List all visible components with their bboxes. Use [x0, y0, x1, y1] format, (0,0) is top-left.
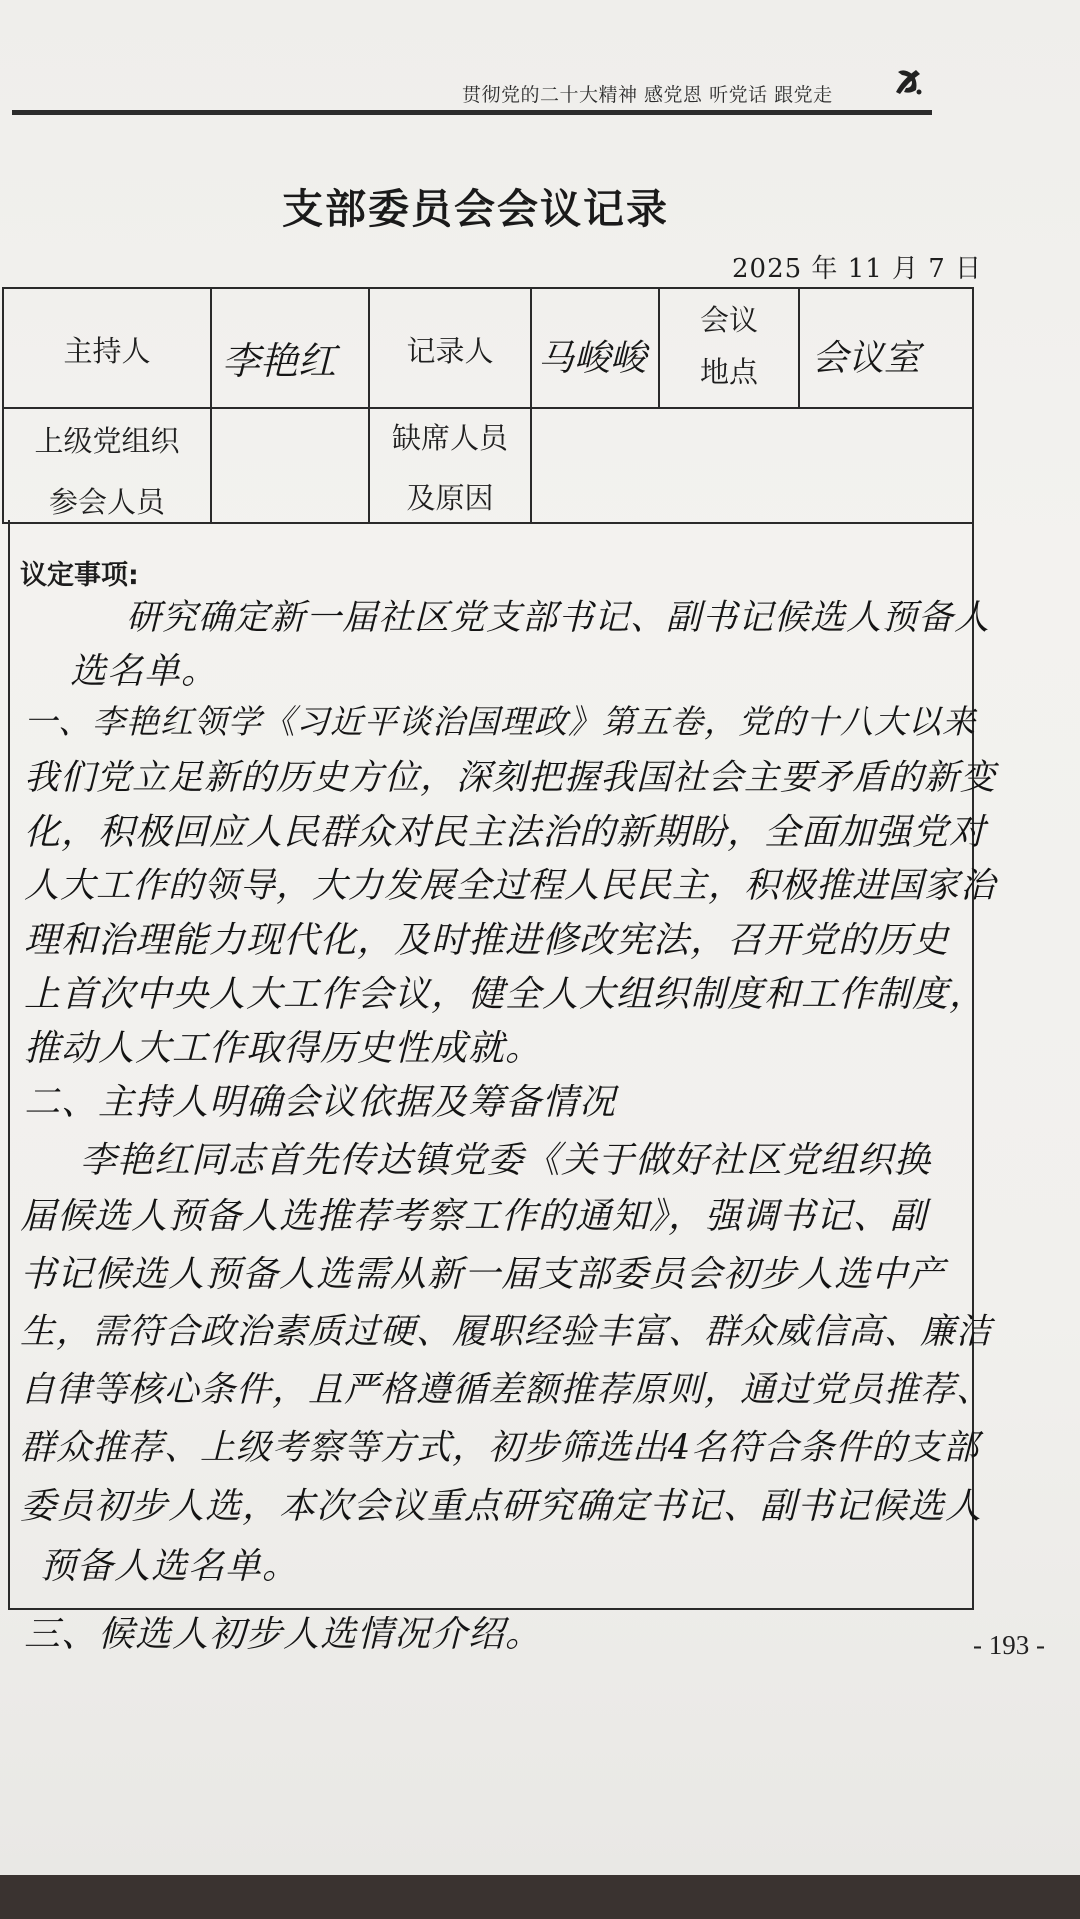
agenda-line: 二、主持人明确会议依据及筹备情况 [24, 1082, 617, 1123]
agenda-line: 上首次中央人大工作会议，健全人大组织制度和工作制度， [24, 974, 987, 1015]
host-value: 李艳红 [222, 339, 337, 383]
absent-label-1: 缺席人员 [391, 421, 508, 455]
absent-label-2: 及原因 [406, 481, 494, 515]
party-emblem-icon [890, 62, 926, 98]
page-title: 支部委员会会议记录 [282, 185, 669, 233]
page-number: - 193 - [973, 1630, 1045, 1660]
location-label-2: 地点 [699, 355, 758, 389]
agenda-line: 书记候选人预备人选需从新一届支部委员会初步人选中产 [20, 1254, 946, 1295]
agenda-line: 群众推荐、上级考察等方式，初步筛选出4名符合条件的支部 [20, 1428, 980, 1468]
agenda-line: 李艳红同志首先传达镇党委《关于做好社区党组织换 [80, 1140, 932, 1181]
agenda-line: 届候选人预备人选推荐考察工作的通知》，强调书记、副 [20, 1196, 928, 1237]
agenda-line: 人大工作的领导，大力发展全过程人民民主，积极推进国家治 [24, 866, 997, 906]
meeting-date: 2025 年 11 月 7 日 [732, 254, 983, 284]
agenda-line: 化，积极回应人民群众对民主法治的新期盼，全面加强党对 [24, 812, 987, 853]
agenda-line: 推动人大工作取得历史性成就。 [24, 1028, 543, 1069]
agenda-line: 选名单。 [70, 651, 219, 692]
agenda-line: 理和治理能力现代化，及时推进修改宪法，召开党的历史 [24, 920, 950, 961]
agenda-line: 研究确定新一届社区党支部书记、副书记候选人预备人 [126, 598, 991, 638]
header-rule [12, 110, 932, 115]
superior-label-1: 上级党组织 [34, 424, 180, 458]
superior-label-2: 参会人员 [48, 485, 165, 519]
recorder-label: 记录人 [406, 334, 494, 368]
agenda-line: 一、李艳红领学《习近平谈治国理政》第五卷，党的十八大以来 [24, 702, 976, 741]
agenda-line: 委员初步人选，本次会议重点研究确定书记、副书记候选人 [20, 1486, 983, 1527]
recorder-value: 马峻峻 [538, 338, 647, 379]
header-slogan: 贯彻党的二十大精神 感党恩 听党话 跟党走 [462, 84, 833, 106]
host-label: 主持人 [63, 334, 151, 368]
superior-value-cell [210, 407, 370, 524]
location-label-1: 会议 [699, 303, 758, 337]
agenda-line: 自律等核心条件，且严格遵循差额推荐原则，通过党员推荐、 [20, 1370, 993, 1410]
agenda-line: 三、候选人初步人选情况介绍。 [24, 1614, 543, 1655]
agenda-label: 议定事项: [20, 560, 139, 591]
agenda-line: 生，需符合政治素质过硬、履职经验丰富、群众威信高、廉洁 [20, 1312, 993, 1352]
agenda-line: 预备人选名单。 [40, 1546, 300, 1587]
agenda-line: 我们党立足新的历史方位，深刻把握我国社会主要矛盾的新变 [24, 758, 997, 798]
absent-value-cell [530, 407, 974, 524]
location-value: 会议室 [812, 338, 921, 379]
